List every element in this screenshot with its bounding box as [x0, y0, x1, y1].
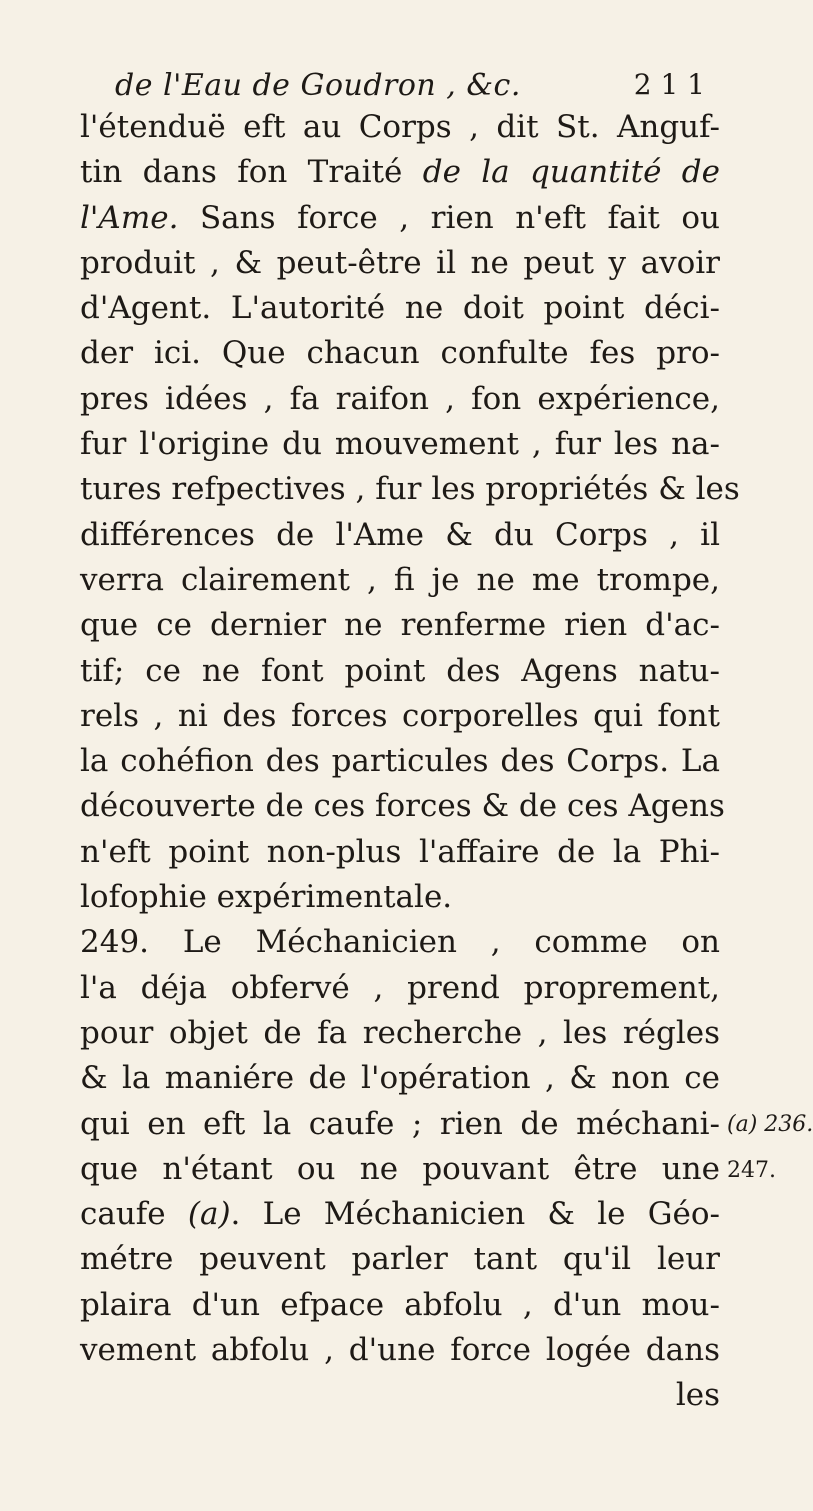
text-line — [80, 830, 720, 875]
italic-text: l'Ame. — [80, 199, 179, 236]
text-segment: tif; ce ne font point des Agens natu- — [80, 652, 720, 689]
text-line — [80, 1011, 720, 1056]
italic-text: (a) — [187, 1196, 231, 1233]
text-segment: l'a déja obfervé , prend proprement, — [80, 969, 720, 1006]
text-segment: qui en eft la caufe ; rien de méchani- — [80, 1105, 720, 1142]
text-segment: différences de l'Ame & du Corps , il — [80, 516, 720, 553]
text-segment: plaira d'un efpace abfolu , d'un mou- — [80, 1286, 720, 1323]
text-segment: pour objet de fa recherche , les régles — [80, 1014, 720, 1051]
text-line — [80, 422, 720, 467]
text-line — [80, 1192, 720, 1237]
running-title: de l'Eau de Goudron , &c. — [115, 68, 521, 103]
text-line — [80, 150, 720, 195]
text-segment: d'Agent. L'autorité ne doit point déci- — [80, 290, 720, 327]
text-segment: les — [675, 1377, 720, 1414]
text-line — [80, 513, 720, 558]
margin-note: 247. — [727, 1158, 776, 1183]
italic-text: de la quantité de — [422, 154, 720, 191]
text-line — [80, 920, 720, 965]
text-line — [80, 739, 720, 784]
text-segment: rels , ni des forces corporelles qui font — [80, 697, 720, 734]
text-segment: produit , & peut-être il ne peut y avoir — [80, 244, 720, 281]
text-segment: l'étenduë eft au Corps , dit St. Anguf- — [80, 109, 720, 145]
text-segment: . Le Méchanicien & le Géo- — [230, 1196, 720, 1233]
text-segment: fur l'origine du mouvement , fur les na- — [80, 426, 720, 463]
margin-note: (a) 236. — [727, 1112, 813, 1137]
text-segment: tin dans fon Traité — [80, 154, 423, 191]
text-line — [80, 603, 720, 648]
text-line — [80, 241, 720, 286]
text-segment: que n'étant ou ne pouvant être une — [80, 1150, 720, 1187]
text-line — [80, 377, 720, 422]
text-segment: lofophie expérimentale. — [80, 879, 453, 916]
catchword — [80, 1373, 720, 1418]
text-line — [80, 966, 720, 1011]
text-line — [80, 1328, 720, 1373]
text-segment: 249. Le Méchanicien , comme on — [80, 924, 720, 961]
text-segment: découverte de ces forces & de ces Agens — [80, 788, 725, 825]
text-line — [80, 286, 720, 331]
text-segment: caufe — [80, 1196, 188, 1233]
text-line — [80, 1147, 720, 1192]
text-segment: que ce dernier ne renferme rien d'ac- — [80, 607, 720, 644]
text-segment: la cohéfion des particules des Corps. La — [80, 743, 720, 780]
text-line — [80, 784, 725, 829]
text-segment: pres idées , fa raifon , fon expérience, — [80, 380, 720, 417]
text-line — [80, 694, 720, 739]
text-line — [80, 196, 720, 241]
page-number: 2 1 1 — [633, 68, 705, 101]
text-line — [80, 1102, 720, 1147]
text-segment: & la maniére de l'opération , & non ce — [80, 1060, 720, 1097]
text-line — [80, 1056, 720, 1101]
text-line — [80, 105, 720, 150]
text-segment: verra clairement , fi je ne me trompe, — [80, 561, 720, 598]
text-line — [80, 649, 720, 694]
text-segment: tures refpectives , fur les propriétés & les — [80, 471, 740, 508]
text-line — [80, 1237, 720, 1282]
text-line — [80, 558, 720, 603]
text-segment: Sans force , rien n'eft fait ou — [178, 199, 720, 236]
text-segment: vement abfolu , d'une force logée dans — [80, 1332, 720, 1369]
text-line — [80, 467, 740, 512]
running-header — [115, 68, 705, 108]
text-line — [80, 875, 720, 920]
text-segment: métre peuvent parler tant qu'il leur — [80, 1241, 720, 1278]
text-segment: n'eft point non-plus l'affaire de la Phi- — [80, 833, 720, 870]
text-line — [80, 1283, 720, 1328]
body-text — [80, 105, 740, 1419]
text-line — [80, 331, 720, 376]
text-segment: der ici. Que chacun confulte fes pro- — [80, 335, 720, 372]
